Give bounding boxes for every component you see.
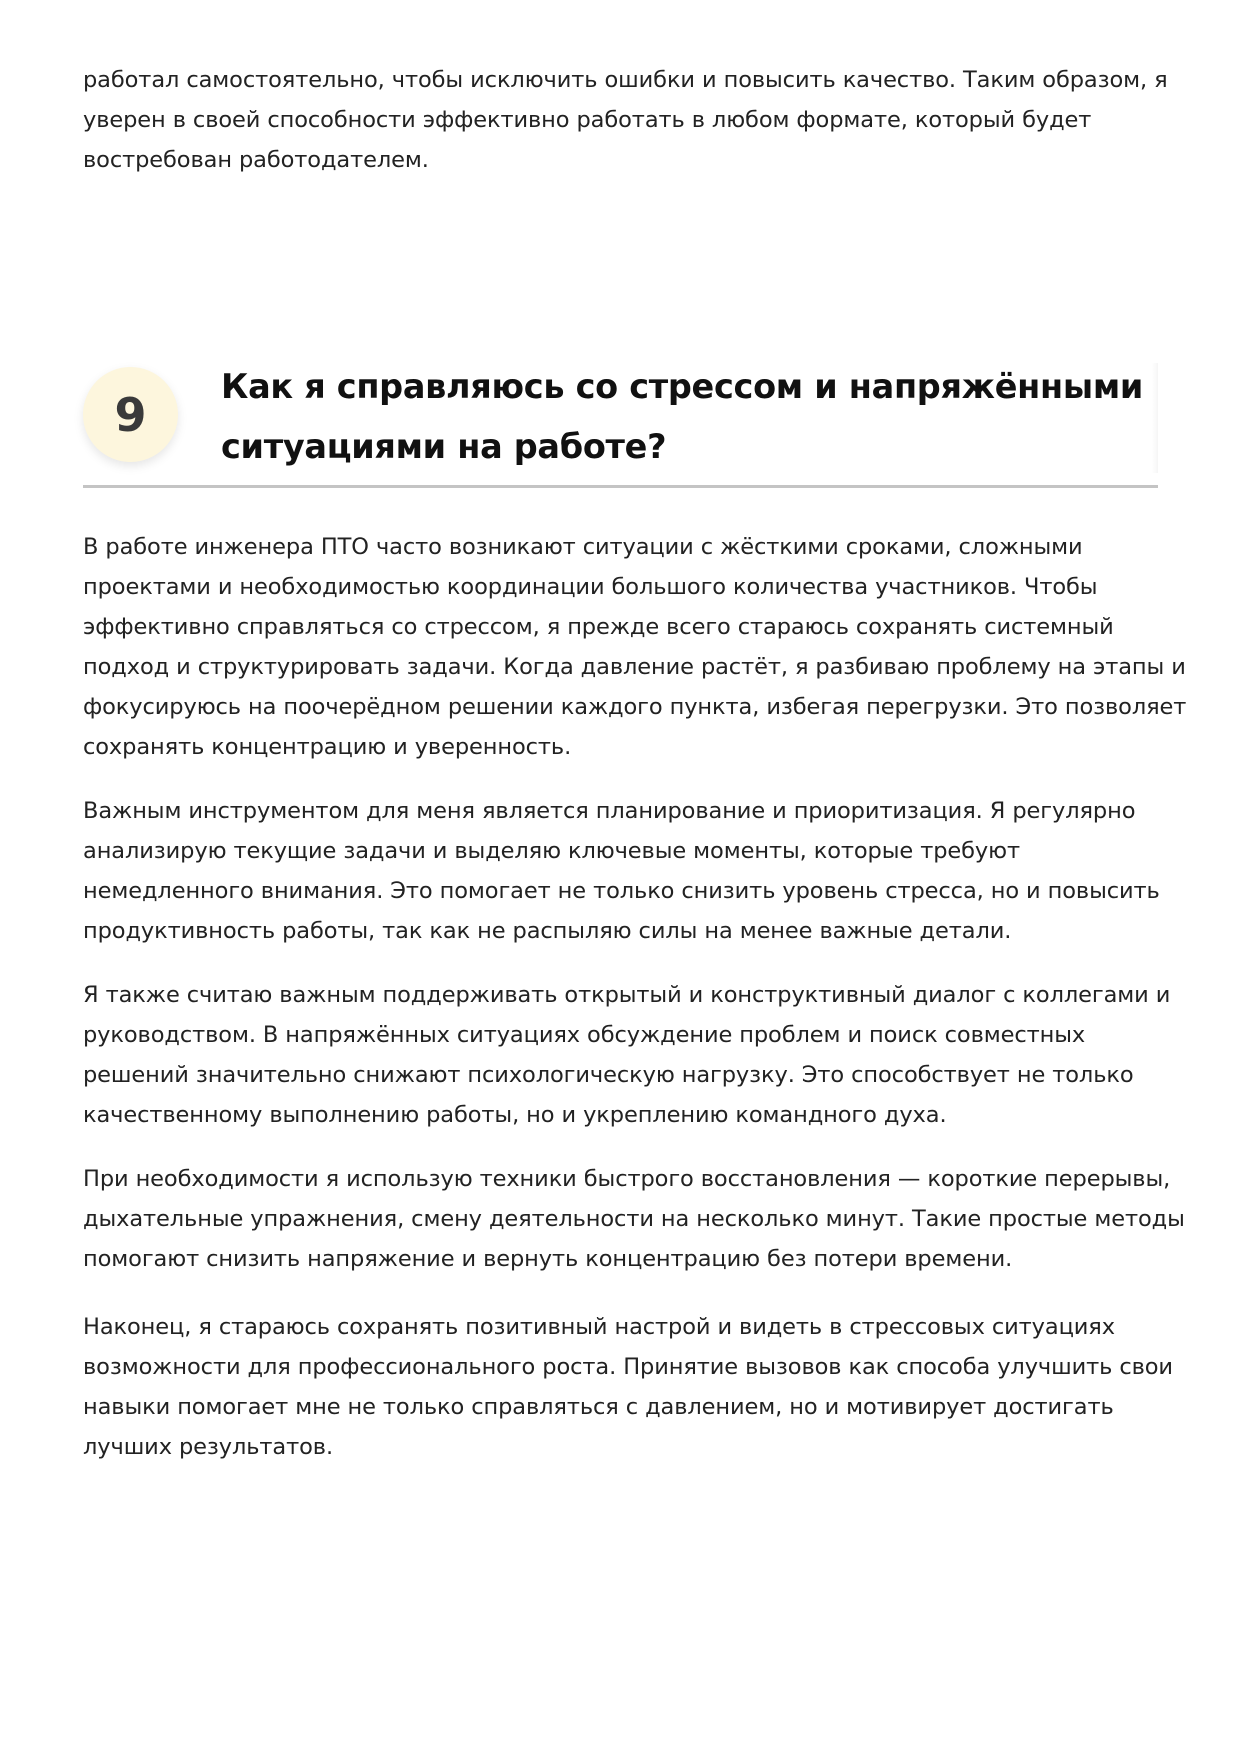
paragraph-line: решений значительно снижают психологическую нагрузку. Это способствует не только xyxy=(83,1062,1134,1088)
paragraph-line: При необходимости я использую техники быстрого восстановления — короткие перерывы, xyxy=(83,1166,1171,1192)
section-header xyxy=(83,355,1158,488)
paragraph-stress-approach xyxy=(83,527,1187,767)
paragraph-line: востребован работодателем. xyxy=(83,147,429,173)
paragraph-line: В работе инженера ПТО часто возникают ситуации с жёсткими сроками, сложными xyxy=(83,534,1083,560)
paragraph-recovery xyxy=(83,1159,1185,1279)
paragraph-line: продуктивность работы, так как не распыляю силы на менее важные детали. xyxy=(83,918,1012,944)
section-title-line: ситуациями на работе? xyxy=(221,427,667,466)
section-number-badge: 9 xyxy=(83,367,178,462)
paragraph-line: дыхательные упражнения, смену деятельности на несколько минут. Такие простые методы xyxy=(83,1206,1185,1232)
paragraph-line: возможности для профессионального роста. Принятие вызовов как способа улучшить свои xyxy=(83,1354,1173,1380)
paragraph-planning xyxy=(83,791,1158,951)
paragraph-line: эффективно справляться со стрессом, я прежде всего стараюсь сохранять системный xyxy=(83,614,1114,640)
paragraph-line: Наконец, я стараюсь сохранять позитивный настрой и видеть в стрессовых ситуациях xyxy=(83,1314,1115,1340)
paragraph-dialogue xyxy=(83,975,1171,1135)
paragraph-line: помогают снизить напряжение и вернуть концентрацию без потери времени. xyxy=(83,1246,1013,1272)
paragraph-line: проектами и необходимостью координации большого количества участников. Чтобы xyxy=(83,574,1098,600)
header-shade xyxy=(1152,363,1158,473)
paragraph-line: качественному выполнению работы, но и укреплению командного духа. xyxy=(83,1102,947,1128)
paragraph-line: немедленного внимания. Это помогает не только снизить уровень стресса, но и повысить xyxy=(83,878,1160,904)
paragraph-line: подход и структурировать задачи. Когда давление растёт, я разбиваю проблему на этапы и xyxy=(83,654,1186,680)
paragraph-line: работал самостоятельно, чтобы исключить ошибки и повысить качество. Таким образом, я xyxy=(83,67,1168,93)
paragraph-line: навыки помогает мне не только справляться с давлением, но и мотивирует достигать xyxy=(83,1394,1114,1420)
section-title xyxy=(221,357,1151,477)
paragraph-line: Я также считаю важным поддерживать открытый и конструктивный диалог с коллегами и xyxy=(83,982,1171,1008)
paragraph-line: анализирую текущие задачи и выделяю ключевые моменты, которые требуют xyxy=(83,838,1020,864)
paragraph-line: руководством. В напряжённых ситуациях обсуждение проблем и поиск совместных xyxy=(83,1022,1086,1048)
intro-paragraph xyxy=(83,60,1168,180)
paragraph-line: уверен в своей способности эффективно работать в любом формате, который будет xyxy=(83,107,1092,133)
paragraph-line: Важным инструментом для меня является планирование и приоритизация. Я регулярно xyxy=(83,798,1136,824)
paragraph-line: фокусируюсь на поочерёдном решении каждого пункта, избегая перегрузки. Это позволяет xyxy=(83,694,1187,720)
paragraph-line: лучших результатов. xyxy=(83,1434,333,1460)
paragraph-positive-attitude xyxy=(83,1307,1173,1467)
paragraph-line: сохранять концентрацию и уверенность. xyxy=(83,734,572,760)
section-title-line: Как я справляюсь со стрессом и напряжёнными xyxy=(221,367,1144,406)
